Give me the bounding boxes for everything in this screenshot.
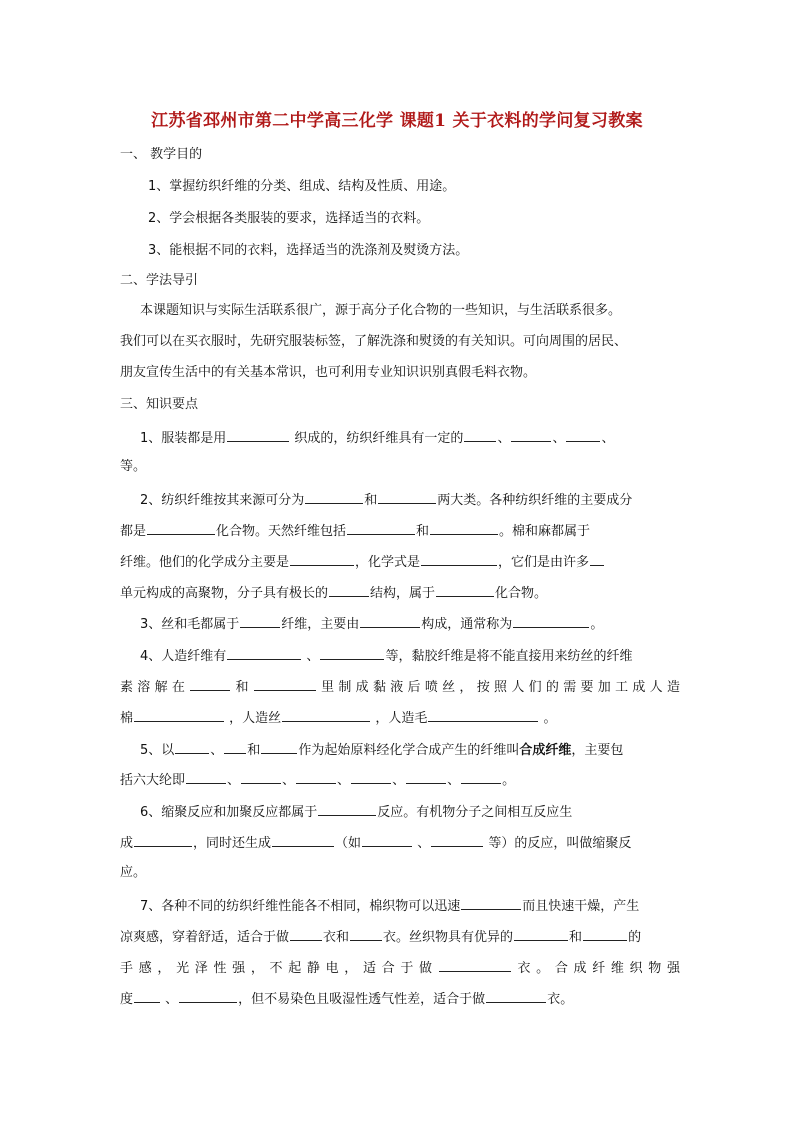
question-4-line-2 [120, 677, 680, 697]
q7-text-1b: 而且快速干燥，产生 [522, 899, 640, 914]
q5-blank-8[interactable] [406, 770, 446, 784]
question-2-line-1 [140, 490, 680, 510]
q2-text-4b: 结构，属于 [370, 586, 436, 601]
q7-blank-9[interactable] [486, 989, 546, 1003]
q2-text-3c: ，它们是由许多 [498, 555, 590, 570]
q2-text-4a: 单元构成的高聚物，分子具有极长的 [120, 586, 329, 601]
q5-term-synthetic-fiber: 合成纤维 [519, 743, 572, 758]
q5-blank-3[interactable] [261, 740, 297, 754]
question-4-line-1 [140, 646, 680, 666]
q5-blank-7[interactable] [351, 770, 391, 784]
q6-blank-1[interactable] [318, 802, 376, 816]
document-title: 江苏省邳州市第二中学高三化学 课题1 关于衣料的学问复习教案 [151, 111, 643, 131]
q7-text-2d: 和 [569, 930, 583, 945]
q6-blank-3[interactable] [272, 833, 334, 847]
q6-blank-2[interactable] [134, 833, 192, 847]
q6-text-2b: ，同时还生成 [193, 836, 272, 851]
q5-blank-1[interactable] [175, 740, 209, 754]
question-5-line-2 [120, 770, 680, 790]
q5-sep-1: 、 [227, 773, 241, 788]
section-2-heading: 二、学法导引 [120, 273, 199, 288]
q4-blank-6[interactable] [282, 708, 370, 722]
question-6-line-1 [140, 802, 680, 822]
q7-blank-7[interactable] [134, 989, 160, 1003]
q2-blank-7[interactable] [421, 552, 497, 566]
q6-text-2e: 等）的反应，叫做缩聚反 [488, 836, 632, 851]
q4-text-2a: 素溶解在 [120, 680, 190, 695]
objective-item-2: 2、学会根据各类服装的要求，选择适当的衣料。 [148, 211, 430, 226]
q7-text-3a: 手感，光泽性强，不起静电，适合于做 [120, 961, 438, 976]
q2-text-1b: 和 [364, 493, 378, 508]
q4-text-2b: 和 [231, 680, 253, 695]
q2-blank-8[interactable] [590, 552, 604, 566]
q2-blank-3[interactable] [147, 521, 215, 535]
q6-blank-4[interactable] [362, 833, 412, 847]
q7-text-4b: 、 [165, 992, 179, 1007]
question-7-line-3 [120, 958, 680, 978]
q4-text-1b: 、 [306, 649, 320, 664]
q6-text-2a: 成 [120, 836, 134, 851]
q3-text-d: 。 [590, 617, 604, 632]
q4-blank-7[interactable] [428, 708, 538, 722]
q6-text-2d: 、 [417, 836, 431, 851]
q7-text-2b: 衣和 [323, 930, 350, 945]
q5-text-1f: ，主要包 [571, 743, 624, 758]
question-2-line-4 [120, 583, 680, 603]
q5-sep-2: 、 [282, 773, 296, 788]
question-7-line-4 [120, 989, 680, 1009]
q7-blank-3[interactable] [350, 927, 382, 941]
q7-blank-8[interactable] [179, 989, 237, 1003]
q7-text-4c: ，但不易染色且吸湿性透气性差，适合于做 [238, 992, 486, 1007]
q1-sep-3: 、 [601, 431, 615, 446]
q4-text-3a: 棉 [120, 711, 134, 726]
q6-text-1b: 反应。有机物分子之间相互反应生 [377, 805, 573, 820]
q7-blank-5[interactable] [583, 927, 627, 941]
q5-sep-3: 、 [337, 773, 351, 788]
q6-text-2c: （如 [335, 836, 362, 851]
q2-text-2b: 化合物。天然纤维包括 [216, 524, 347, 539]
q5-text-1a: 5、以 [140, 743, 175, 758]
q2-blank-4[interactable] [347, 521, 415, 535]
question-2-line-3 [120, 552, 680, 572]
q1-sep-2: 、 [552, 431, 566, 446]
q5-sep-4: 、 [392, 773, 406, 788]
question-5-line-1 [140, 740, 680, 760]
q7-text-4a: 度 [120, 992, 134, 1007]
q5-blank-6[interactable] [296, 770, 336, 784]
question-1-line-1 [140, 428, 680, 448]
q7-text-2e: 的 [628, 930, 642, 945]
objective-item-3: 3、能根据不同的衣料，选择适当的洗涤剂及熨烫方法。 [148, 243, 469, 258]
q4-blank-1[interactable] [227, 646, 301, 660]
q1-blank-1[interactable] [227, 428, 289, 442]
q5-blank-5[interactable] [241, 770, 281, 784]
q4-text-3b: ，人造丝 [229, 711, 282, 726]
q7-blank-2[interactable] [290, 927, 322, 941]
q5-blank-4[interactable] [186, 770, 226, 784]
q1-text-b: 织成的，纺织纤维具有一定的 [294, 431, 464, 446]
question-7-line-2 [120, 927, 680, 947]
q1-text-end: 等。 [120, 459, 147, 474]
q4-blank-5[interactable] [134, 708, 224, 722]
q4-blank-2[interactable] [320, 646, 384, 660]
q6-text-3a: 应。 [120, 865, 147, 880]
q2-blank-2[interactable] [378, 490, 436, 504]
q7-text-4d: 衣。 [547, 992, 574, 1007]
question-7-line-1 [140, 896, 680, 916]
q2-text-3b: ，化学式是 [355, 555, 421, 570]
q2-text-2d: 。棉和麻都属于 [499, 524, 591, 539]
q5-text-1b: 、 [210, 743, 224, 758]
q3-blank-3[interactable] [513, 614, 589, 628]
q3-text-a: 3、丝和毛都属于 [140, 617, 240, 632]
q2-text-1a: 2、纺织纤维按其来源可分为 [140, 493, 305, 508]
question-4-line-3 [120, 708, 680, 728]
q3-text-c: 构成，通常称为 [421, 617, 513, 632]
q7-text-3b: 衣。合成纤维织物强 [511, 961, 680, 976]
q6-text-1a: 6、缩聚反应和加聚反应都属于 [140, 805, 318, 820]
q2-blank-10[interactable] [436, 583, 494, 597]
q4-text-2c: 里制成黏液后喷丝，按照人们的需要加工成人造 [316, 680, 680, 695]
q2-blank-9[interactable] [329, 583, 369, 597]
objective-item-1: 1、掌握纺织纤维的分类、组成、结构及性质、用途。 [148, 179, 456, 194]
guide-paragraph-line-3: 朋友宣传生活中的有关基本常识，也可利用专业知识识别真假毛料衣物。 [120, 365, 537, 380]
q4-text-3d: 。 [543, 711, 557, 726]
q7-blank-1[interactable] [461, 896, 521, 910]
q1-blank-2[interactable] [464, 428, 496, 442]
question-3-line-1 [140, 614, 680, 634]
q7-blank-4[interactable] [514, 927, 568, 941]
q2-text-4c: 化合物。 [495, 586, 548, 601]
q2-blank-1[interactable] [305, 490, 363, 504]
q5-text-2a: 括六大纶即 [120, 773, 186, 788]
q4-text-1c: 等，黏胶纤维是将不能直接用来纺丝的纤维 [385, 649, 633, 664]
q5-text-end: 。 [502, 773, 516, 788]
q3-text-b: 纤维，主要由 [281, 617, 360, 632]
q7-blank-6[interactable] [439, 958, 511, 972]
q2-text-1c: 两大类。各种纺织纤维的主要成分 [437, 493, 633, 508]
q2-text-2a: 都是 [120, 524, 147, 539]
q5-text-1d: 作为起始原料经化学合成产生的纤维叫 [298, 743, 520, 758]
q1-sep-1: 、 [497, 431, 511, 446]
q5-blank-2[interactable] [224, 740, 246, 754]
q1-text-a: 1、服装都是用 [140, 431, 227, 446]
q4-text-1a: 4、人造纤维有 [140, 649, 227, 664]
guide-paragraph-line-1: 本课题知识与实际生活联系很广，源于高分子化合物的一些知识，与生活联系很多。 [140, 303, 622, 318]
question-2-line-2 [120, 521, 680, 541]
question-6-line-2 [120, 833, 680, 853]
q2-text-3a: 纤维。他们的化学成分主要是 [120, 555, 290, 570]
q4-blank-4[interactable] [254, 677, 316, 691]
q5-text-1c: 和 [247, 743, 261, 758]
section-1-heading: 一、 教学目的 [120, 147, 203, 162]
q5-blank-9[interactable] [461, 770, 501, 784]
q7-text-2a: 凉爽感，穿着舒适，适合于做 [120, 930, 290, 945]
question-1-line-2 [120, 458, 680, 476]
q3-blank-2[interactable] [360, 614, 420, 628]
q2-blank-5[interactable] [430, 521, 498, 535]
section-3-heading: 三、知识要点 [120, 397, 199, 412]
q7-text-1a: 7、各种不同的纺织纤维性能各不相同，棉织物可以迅速 [140, 899, 461, 914]
q1-blank-4[interactable] [566, 428, 600, 442]
q4-blank-3[interactable] [190, 677, 230, 691]
question-6-line-3 [120, 864, 680, 882]
q1-blank-3[interactable] [511, 428, 551, 442]
q7-text-2c: 衣。丝织物具有优异的 [383, 930, 514, 945]
guide-paragraph-line-2: 我们可以在买衣服时，先研究服装标签，了解洗涤和熨烫的有关知识。可向周围的居民、 [120, 334, 628, 349]
q2-blank-6[interactable] [290, 552, 354, 566]
q5-sep-5: 、 [447, 773, 461, 788]
q4-text-3c: ，人造毛 [375, 711, 428, 726]
q3-blank-1[interactable] [240, 614, 280, 628]
q2-text-2c: 和 [416, 524, 430, 539]
q6-blank-5[interactable] [431, 833, 483, 847]
